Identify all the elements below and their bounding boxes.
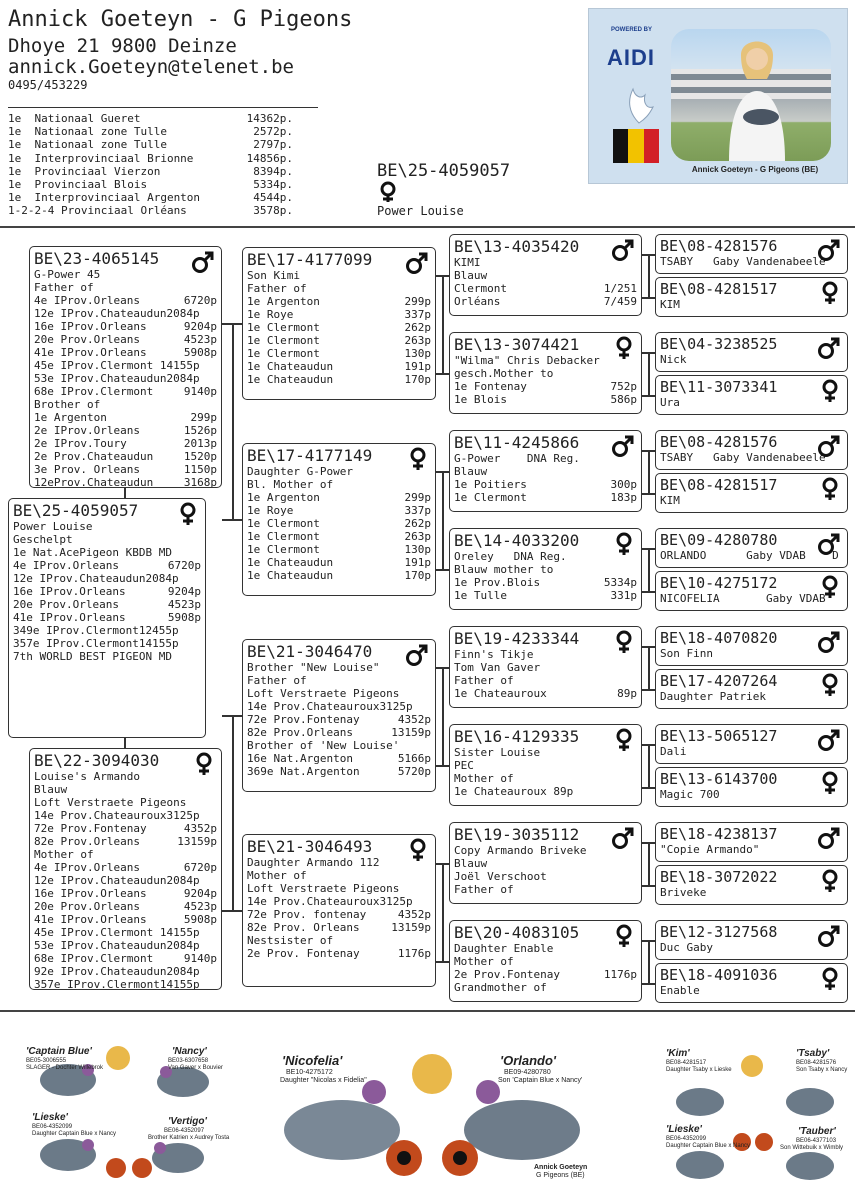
pedigree-line: Clermont 1/251	[454, 282, 637, 295]
photo-label: 'Kim'	[666, 1048, 690, 1059]
pedigree-line: 1e Chateaudun 170p	[247, 373, 431, 386]
pedigree-box-great-great-grandparent[interactable]	[655, 920, 848, 960]
tree-connector	[442, 275, 444, 373]
logo-medallion	[741, 1055, 763, 1077]
pedigree-box-great-great-grandparent[interactable]	[655, 277, 848, 317]
ring-number: BE\18-4091036	[660, 966, 778, 984]
tree-connector	[648, 646, 650, 689]
pedigree-line: 1e Argenton 299p	[247, 491, 431, 504]
pedigree-line: "Wilma" Chris Debacker	[454, 354, 600, 367]
ring-number: BE\13-5065127	[660, 727, 778, 745]
pedigree-line: 1e Chateauroux 89p	[454, 785, 574, 798]
male-icon	[817, 630, 841, 658]
tree-connector	[648, 352, 650, 395]
pedigree-box-great-great-grandparent[interactable]	[655, 865, 848, 905]
pedigree-line: Father of	[454, 674, 514, 687]
ring-number: BE\11-4245866	[454, 433, 580, 452]
result-row: 1e Interprovinciaal Brionne 14856p.	[8, 151, 293, 165]
pedigree-box-great-great-grandparent[interactable]	[655, 332, 848, 372]
pedigree-line: Magic 700	[660, 788, 720, 801]
pedigree-box-great-great-grandparent[interactable]	[655, 528, 848, 568]
ring-number: BE\17-4207264	[660, 672, 778, 690]
owner-email[interactable]: annick.Goeteyn@telenet.be	[8, 56, 294, 78]
section-divider-bottom	[0, 1010, 855, 1012]
pedigree-line: 68e IProv.Clermont 9140p	[34, 952, 217, 965]
pedigree-line: 41e IProv.Orleans 5908p	[34, 346, 217, 359]
tree-connector	[648, 548, 650, 591]
pedigree-line: 1e Chateaudun 170p	[247, 569, 431, 582]
ring-number: BE\21-3046493	[247, 837, 373, 856]
ring-number: BE\18-4238137	[660, 825, 778, 843]
female-icon	[613, 630, 635, 658]
pedigree-box-great-grandparent[interactable]	[449, 528, 642, 610]
pedigree-line: Ura	[660, 396, 680, 409]
ring-number: BE\12-3127568	[660, 923, 778, 941]
pedigree-line: Mother of	[454, 955, 514, 968]
ring-number: BE\08-4281576	[660, 433, 778, 451]
pedigree-line: Son Finn	[660, 647, 713, 660]
pedigree-line: Tom Van Gaver	[454, 661, 541, 674]
main-pigeon-ring: BE\25-4059057	[377, 161, 511, 181]
pedigree-line: 72e Prov. fontenay 4352p	[247, 908, 431, 921]
tree-connector	[648, 744, 650, 787]
photo-label: 'Nicofelia'	[282, 1053, 343, 1068]
pedigree-line: Bl. Mother of	[247, 478, 334, 491]
photo-label: 'Nancy'	[172, 1046, 207, 1057]
ring-number: BE\08-4281517	[660, 476, 778, 494]
tree-connector	[442, 667, 444, 765]
pedigree-line: Enable	[660, 984, 700, 997]
logo-medallion	[106, 1046, 130, 1070]
pedigree-line: Briveke	[660, 886, 707, 899]
pedigree-box-great-grandparent[interactable]	[449, 430, 642, 512]
pedigree-line: Mother of	[247, 869, 307, 882]
pedigree-line: 92e IProv.Chateaudun2084p	[34, 965, 200, 978]
pedigree-box-great-grandparent[interactable]	[449, 724, 642, 806]
pedigree-line: 349e IProv.Clermont12455p	[13, 624, 179, 637]
tree-connector	[222, 519, 242, 521]
male-icon	[817, 532, 841, 560]
ring-number: BE\22-3094030	[34, 751, 160, 770]
tree-connector	[642, 395, 655, 397]
owner-photo	[671, 29, 831, 161]
result-row: 1e Provinciaal Blois 5334p.	[8, 178, 293, 192]
pedigree-line: 45e IProv.Clermont 14155p	[34, 359, 200, 372]
pedigree-line: KIM	[660, 494, 680, 507]
ring-number: BE\20-4083105	[454, 923, 580, 942]
pedigree-line: Loft Verstraete Pigeons	[34, 796, 187, 809]
tree-connector	[648, 842, 650, 885]
male-icon	[817, 238, 841, 266]
pedigree-line: 357e IProv.Clermont14155p	[34, 978, 200, 990]
pedigree-line: Grandmother of	[454, 981, 547, 994]
ring-number: BE\23-4065145	[34, 249, 160, 268]
pedigree-line: Father of	[34, 281, 94, 294]
pedigree-line: TSABY Gaby Vandenabeele	[660, 255, 826, 268]
pedigree-line: 7th WORLD BEST PIGEON MD	[13, 650, 172, 663]
tree-connector	[442, 863, 444, 961]
pedigree-line: 12e IProv.Chateaudun2084p	[34, 307, 200, 320]
result-row: 1e Nationaal Gueret 14362p.	[8, 112, 293, 125]
pedigree-line: G-Power 45	[34, 268, 101, 281]
pedigree-line: 2e Prov. Fontenay 1176p	[247, 947, 431, 960]
pedigree-line: Blauw mother to	[454, 563, 554, 576]
pedigree-line: G-Power DNA Reg.	[454, 452, 580, 465]
photo-label: 'Lieske'	[32, 1112, 68, 1123]
female-icon	[177, 502, 199, 530]
pedigree-line: NICOFELIA Gaby VDAB	[660, 592, 826, 605]
ring-number: BE\25-4059057	[13, 501, 139, 520]
header-divider	[8, 107, 318, 108]
ring-number: BE\04-3238525	[660, 335, 778, 353]
pedigree-line: Daughter Armando 112	[247, 856, 380, 869]
aidi-logo: AIDI	[607, 45, 655, 70]
pedigree-line: Blauw	[454, 269, 488, 282]
pedigree-line: Brother of 'New Louise'	[247, 739, 400, 752]
pedigree-line: 1e Blois 586p	[454, 393, 637, 406]
pedigree-line: 4e IProv.Orleans 6720p	[13, 559, 201, 572]
pedigree-line: 1e Argenton 299p	[34, 411, 217, 424]
pedigree-line: 72e Prov.Fontenay 4352p	[247, 713, 431, 726]
ring-number: BE\17-4177099	[247, 250, 373, 269]
female-icon	[193, 752, 215, 780]
pedigree-line: 16e IProv.Orleans 9204p	[34, 320, 217, 333]
male-icon	[611, 434, 635, 462]
pedigree-line: 68e IProv.Clermont 9140p	[34, 385, 217, 398]
pedigree-line: 357e IProv.Clermont14155p	[13, 637, 179, 650]
pedigree-box-great-great-grandparent[interactable]	[655, 430, 848, 470]
pedigree-line: Oreley DNA Reg.	[454, 550, 567, 563]
photo-label: 'Lieske'	[666, 1124, 702, 1135]
pedigree-line: Blauw	[454, 857, 488, 870]
section-divider-top	[0, 226, 855, 228]
result-row: 1e Interprovinciaal Argenton 4544p.	[8, 191, 293, 205]
pedigree-line: 72e Prov.Fontenay 4352p	[34, 822, 217, 835]
pedigree-line: "Copie Armando"	[660, 843, 760, 856]
ring-number: BE\18-4070820	[660, 629, 778, 647]
pedigree-box-great-great-grandparent[interactable]	[655, 473, 848, 513]
pedigree-line: 53e IProv.Chateaudun2084p	[34, 939, 200, 952]
owner-name: Annick Goeteyn - G Pigeons	[8, 7, 353, 32]
pedigree-line: Finn's Tikje	[454, 648, 534, 661]
female-icon	[819, 575, 841, 603]
pedigree-line: 82e Prov.Orleans 13159p	[34, 835, 217, 848]
female-icon	[407, 447, 429, 475]
pedigree-line: 4e IProv.Orleans 6720p	[34, 861, 217, 874]
pedigree-line: Father of	[454, 883, 514, 896]
pedigree-line: Loft Verstraete Pigeons	[247, 882, 400, 895]
pedigree-box-great-grandparent[interactable]	[449, 234, 642, 316]
sponsor-panel	[588, 8, 848, 184]
pedigree-line: Duc Gaby	[660, 941, 713, 954]
tree-connector	[232, 715, 234, 911]
ring-number: BE\14-4033200	[454, 531, 580, 550]
sponsor-caption: Annick Goeteyn - G Pigeons (BE)	[691, 165, 819, 174]
pedigree-line: 16e Nat.Argenton 5166p	[247, 752, 431, 765]
pedigree-line: Blauw	[34, 783, 68, 796]
pedigree-box-grandparent[interactable]	[242, 443, 436, 596]
pedigree-line: 53e IProv.Chateaudun2084p	[34, 372, 200, 385]
pedigree-line: Nick	[660, 353, 687, 366]
pedigree-line: 1e Chateauroux 89p	[454, 687, 637, 700]
ring-number: BE\21-3046470	[247, 642, 373, 661]
pedigree-line: 20e Prov.Orleans 4523p	[34, 333, 217, 346]
owner-phone: 0495/453229	[8, 78, 88, 92]
pedigree-line: gesch.Mother to	[454, 367, 554, 380]
female-icon	[613, 728, 635, 756]
pedigree-box-great-great-grandparent[interactable]	[655, 571, 848, 611]
tree-connector	[642, 689, 655, 691]
pedigree-box-great-great-grandparent[interactable]	[655, 767, 848, 807]
photo-label: 'Tauber'	[798, 1126, 836, 1137]
female-icon	[819, 771, 841, 799]
pedigree-line: 1e Nat.AcePigeon KBDB MD	[13, 546, 172, 559]
pedigree-line: 1e Roye 337p	[247, 308, 431, 321]
pedigree-line: 1e Clermont 262p	[247, 321, 431, 334]
pedigree-line: ORLANDO Gaby VDAB D	[660, 549, 839, 562]
pedigree-line: Joël Verschoot	[454, 870, 547, 883]
pedigree-box-dam[interactable]	[29, 748, 222, 990]
pedigree-line: 12e IProv.Chateaudun2084p	[34, 874, 200, 887]
pedigree-line: 2e IProv.Toury 2013p	[34, 437, 217, 450]
tree-connector	[232, 323, 234, 519]
tree-connector	[648, 450, 650, 493]
pedigree-line: Blauw	[454, 465, 488, 478]
pedigree-line: Geschelpt	[13, 533, 73, 546]
results-list	[8, 112, 293, 218]
pedigree-line: 1e Clermont 130p	[247, 543, 431, 556]
pedigree-line: 1e Fontenay 752p	[454, 380, 637, 393]
pedigree-line: Nestsister of	[247, 934, 334, 947]
ring-number: BE\13-6143700	[660, 770, 778, 788]
female-icon	[819, 673, 841, 701]
pedigree-line: 20e Prov.Orleans 4523p	[34, 900, 217, 913]
male-icon	[611, 826, 635, 854]
tree-connector	[442, 471, 444, 569]
male-icon	[817, 728, 841, 756]
photo-label: 'Tsaby'	[796, 1048, 830, 1059]
result-row: 1e Nationaal zone Tulle 2572p.	[8, 125, 293, 139]
pedigree-box-grandparent[interactable]	[242, 639, 436, 792]
pedigree-line: Sister Louise	[454, 746, 541, 759]
pedigree-line: 4e IProv.Orleans 6720p	[34, 294, 217, 307]
pedigree-line: Loft Verstraete Pigeons	[247, 687, 400, 700]
pedigree-box-great-grandparent[interactable]	[449, 332, 642, 414]
photo-label: 'Orlando'	[500, 1053, 557, 1068]
pedigree-box-great-grandparent[interactable]	[449, 920, 642, 1002]
pedigree-line: Mother of	[34, 848, 94, 861]
female-icon	[613, 336, 635, 364]
pedigree-line: 16e IProv.Orleans 9204p	[13, 585, 201, 598]
pedigree-line: 2e IProv.Orleans 1526p	[34, 424, 217, 437]
female-icon	[819, 967, 841, 995]
male-icon	[817, 924, 841, 952]
ring-number: BE\18-3072022	[660, 868, 778, 886]
pedigree-line: 41e IProv.Orleans 5908p	[34, 913, 217, 926]
ring-number: BE\19-3035112	[454, 825, 580, 844]
pedigree-line: TSABY Gaby Vandenabeele	[660, 451, 826, 464]
pedigree-box-great-great-grandparent[interactable]	[655, 724, 848, 764]
female-icon	[819, 477, 841, 505]
pedigree-line: 1e Argenton 299p	[247, 295, 431, 308]
male-icon	[817, 336, 841, 364]
powered-by-text: POWERED BY	[611, 27, 653, 33]
pedigree-line: Daughter Patriek	[660, 690, 766, 703]
pedigree-box-great-grandparent[interactable]	[449, 822, 642, 904]
result-row: 1-2-2-4 Provinciaal Orléans 3578p.	[8, 204, 293, 218]
logo-medallion	[412, 1054, 452, 1094]
tree-connector	[436, 373, 449, 375]
female-icon	[819, 869, 841, 897]
tree-connector	[648, 940, 650, 983]
pedigree-line: 1e Clermont 263p	[247, 530, 431, 543]
result-row: 1e Provinciaal Vierzon 8394p.	[8, 164, 293, 178]
pedigree-line: Louise's Armando	[34, 770, 140, 783]
pedigree-line: 2e Prov.Fontenay 1176p	[454, 968, 637, 981]
pedigree-line: 1e Poitiers 300p	[454, 478, 637, 491]
photo-panel-center: 'Nicofelia' BE10-4275172 Daughter "Nicolas x Fidelia" 'Orlando' BE09-4280780 Son 'Captain Blue x Nancy' Annick Goeteyn G Pigeons (BE)	[272, 1030, 592, 1190]
pedigree-line: 20e Prov.Orleans 4523p	[13, 598, 201, 611]
pedigree-line: 1e Roye 337p	[247, 504, 431, 517]
tree-connector	[642, 493, 655, 495]
pedigree-box-great-great-grandparent[interactable]	[655, 626, 848, 666]
ring-number: BE\19-4233344	[454, 629, 580, 648]
tree-connector	[436, 765, 449, 767]
pedigree-line: 82e Prov. Orleans 13159p	[247, 921, 431, 934]
pedigree-line: Power Louise	[13, 520, 93, 533]
pedigree-box-grandparent[interactable]	[242, 247, 436, 400]
pedigree-line: Brother of	[34, 398, 101, 411]
male-icon	[611, 238, 635, 266]
ring-number: BE\16-4129335	[454, 727, 580, 746]
tree-connector	[436, 569, 449, 571]
pedigree-line: Father of	[247, 674, 307, 687]
male-icon	[191, 250, 215, 278]
pedigree-line: 14e Prov.Chateauroux3125p	[247, 895, 413, 908]
pedigree-line: PEC	[454, 759, 474, 772]
female-icon	[407, 838, 429, 866]
female-icon	[613, 924, 635, 952]
result-row: 1e Nationaal zone Tulle 2797p.	[8, 138, 293, 152]
pedigree-line: 16e IProv.Orleans 9204p	[34, 887, 217, 900]
female-icon	[819, 281, 841, 309]
ring-number: BE\13-3074421	[454, 335, 580, 354]
male-icon	[817, 826, 841, 854]
pedigree-box-great-great-grandparent[interactable]	[655, 963, 848, 1003]
female-icon	[613, 532, 635, 560]
pedigree-line: 41e IProv.Orleans 5908p	[13, 611, 201, 624]
pedigree-line: 1e Chateaudun 191p	[247, 360, 431, 373]
owner-address: Dhoye 21 9800 Deinze	[8, 35, 237, 57]
photo-panel-right: 'Kim' BE08-4281517 Daughter Tsaby x Lieske 'Tsaby' BE08-4281576 Son Tsaby x Nancy 'Lieske' BE06-4352099 Daughter Captain Blue x Nancy 'Tauber' BE06-4377103 Son Wittebuik x Wimbly	[660, 1030, 850, 1190]
ring-number: BE\08-4281576	[660, 237, 778, 255]
pedigree-line: Orléans 7/459	[454, 295, 637, 308]
tree-connector	[642, 591, 655, 593]
tree-connector	[436, 961, 449, 963]
pedigree-box-great-grandparent[interactable]	[449, 626, 642, 708]
ring-number: BE\08-4281517	[660, 280, 778, 298]
pedigree-line: 12e IProv.Chateaudun2084p	[13, 572, 179, 585]
pedigree-box-subject[interactable]	[8, 498, 206, 738]
ring-number: BE\13-4035420	[454, 237, 580, 256]
belgium-flag	[613, 129, 659, 163]
photo-label: 'Vertigo'	[168, 1116, 207, 1127]
pedigree-line: 1e Clermont 130p	[247, 347, 431, 360]
tree-connector	[642, 297, 655, 299]
dove-icon	[619, 75, 659, 129]
male-icon	[405, 251, 429, 279]
ring-number: BE\11-3073341	[660, 378, 778, 396]
ring-number: BE\10-4275172	[660, 574, 778, 592]
ring-number: BE\17-4177149	[247, 446, 373, 465]
pedigree-line: Dali	[660, 745, 687, 758]
photo-label: 'Captain Blue'	[26, 1046, 92, 1057]
pedigree-box-great-great-grandparent[interactable]	[655, 822, 848, 862]
pedigree-line: KIMI	[454, 256, 481, 269]
ring-number: BE\09-4280780	[660, 531, 778, 549]
tree-connector	[648, 254, 650, 297]
tree-connector	[642, 983, 655, 985]
pedigree-line: 369e Nat.Argenton 5720p	[247, 765, 431, 778]
pedigree-line: 1e Clermont 263p	[247, 334, 431, 347]
tree-connector	[642, 885, 655, 887]
female-icon	[819, 379, 841, 407]
pedigree-box-great-great-grandparent[interactable]	[655, 234, 848, 274]
pedigree-box-grandparent[interactable]	[242, 834, 436, 987]
pedigree-line: Daughter Enable	[454, 942, 554, 955]
pedigree-line: Mother of	[454, 772, 514, 785]
pedigree-line: 1e Chateaudun 191p	[247, 556, 431, 569]
pedigree-line: 1e Clermont 262p	[247, 517, 431, 530]
tree-connector	[124, 488, 126, 498]
pedigree-line: 14e Prov.Chateauroux3125p	[247, 700, 413, 713]
pedigree-line: 2e Prov.Chateaudun 1520p	[34, 450, 217, 463]
pedigree-line: 12eProv.Chateaudun 3168p	[34, 476, 217, 488]
pedigree-line: 3e Prov. Orleans 1150p	[34, 463, 217, 476]
pedigree-line: 82e Prov.Orleans 13159p	[247, 726, 431, 739]
pedigree-line: 1e Clermont 183p	[454, 491, 637, 504]
pedigree-line: Daughter G-Power	[247, 465, 353, 478]
pedigree-line: 45e IProv.Clermont 14155p	[34, 926, 200, 939]
pedigree-line: 1e Prov.Blois 5334p	[454, 576, 637, 589]
photo-panel-left: 'Captain Blue' BE05-3006555 SLAGER - Dochter Willebrok 'Nancy' BE03-6307658 Van Gaver x Bouvier 'Lieske' BE06-4352099 Daughter Captain Blue x Nancy 'Vertigo' BE06-4352097 Brother Katrien x Audrey Tosta	[18, 1030, 218, 1190]
pedigree-line: 1e Tulle 331p	[454, 589, 637, 602]
tree-connector	[642, 787, 655, 789]
male-icon	[405, 643, 429, 671]
main-pigeon-name: Power Louise	[377, 204, 464, 218]
pedigree-line: Son Kimi	[247, 269, 300, 282]
pedigree-box-great-great-grandparent[interactable]	[655, 375, 848, 415]
pedigree-line: KIM	[660, 298, 680, 311]
pedigree-line: Father of	[247, 282, 307, 295]
male-icon	[817, 434, 841, 462]
pedigree-line: Copy Armando Briveke	[454, 844, 587, 857]
pedigree-line: 14e Prov.Chateauroux3125p	[34, 809, 200, 822]
pedigree-box-great-great-grandparent[interactable]	[655, 669, 848, 709]
tree-connector	[124, 738, 126, 748]
pedigree-box-sire[interactable]	[29, 246, 222, 488]
pedigree-line: Brother "New Louise"	[247, 661, 380, 674]
